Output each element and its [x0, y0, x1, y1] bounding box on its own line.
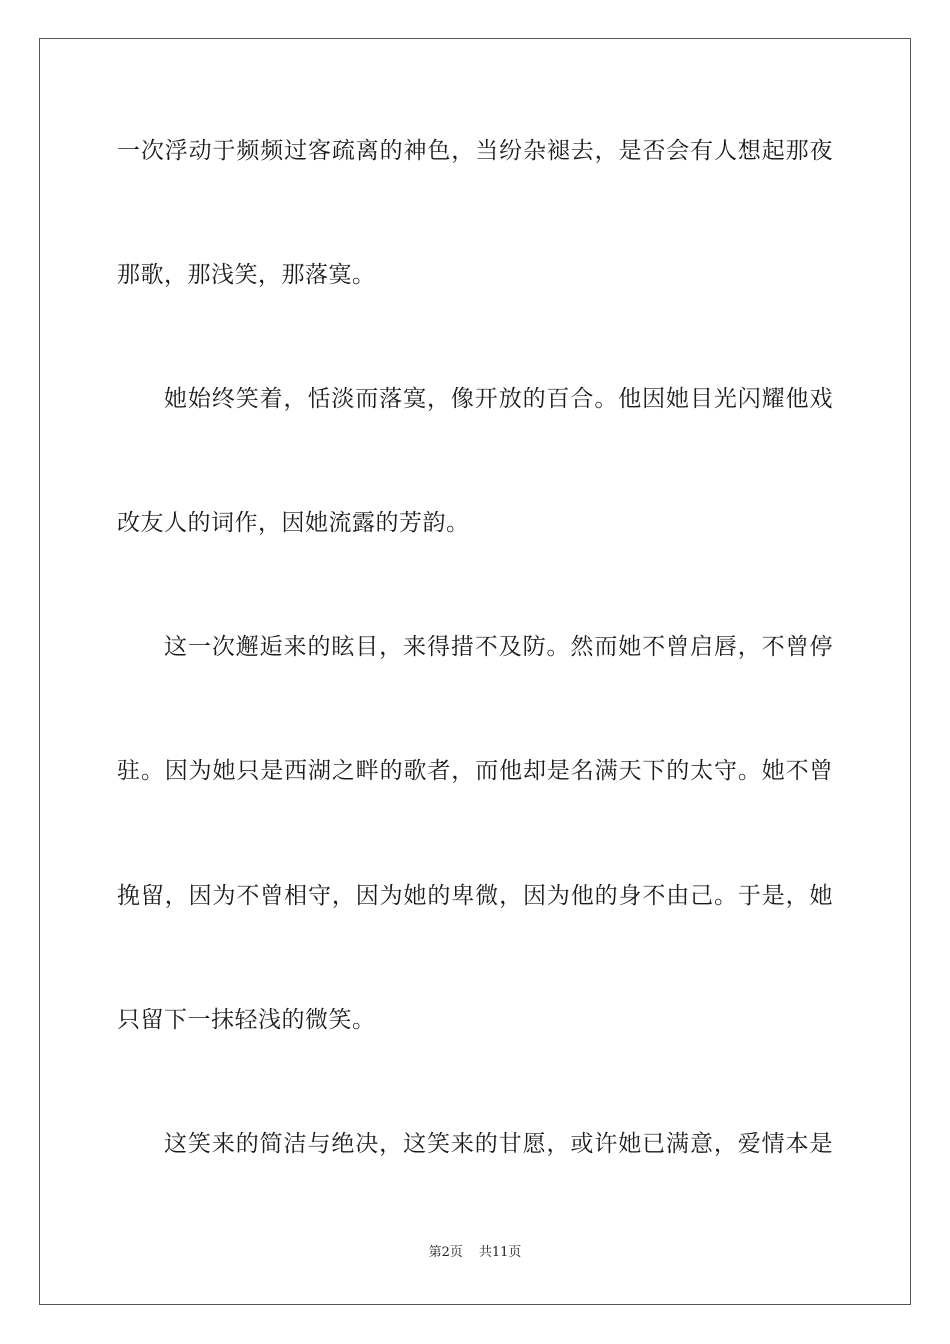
page-footer: [0, 1244, 950, 1262]
text-line: 这一次邂逅来的眩目，来得措不及防。然而她不曾启唇，不曾停: [164, 634, 833, 660]
page-number-total: 共11页: [478, 1245, 522, 1260]
page-border: [39, 38, 911, 1305]
text-line: 挽留，因为不曾相守，因为她的卑微，因为他的身不由己。于是，她: [117, 883, 833, 909]
text-line: 这笑来的简洁与绝决，这笑来的甘愿，或许她已满意，爱情本是: [164, 1131, 833, 1157]
text-line: 改友人的词作，因她流露的芳韵。: [117, 510, 470, 536]
text-line: 她始终笑着，恬淡而落寞，像开放的百合。他因她目光闪耀他戏: [164, 386, 833, 412]
page-number-current: 第2页: [428, 1245, 463, 1260]
text-line: 那歌，那浅笑，那落寞。: [117, 262, 376, 288]
text-line: 只留下一抹轻浅的微笑。: [117, 1007, 376, 1033]
text-line: 驻。因为她只是西湖之畔的歌者，而他却是名满天下的太守。她不曾: [117, 758, 833, 784]
text-line: 一次浮动于频频过客疏离的神色，当纷杂褪去，是否会有人想起那夜: [117, 138, 833, 164]
